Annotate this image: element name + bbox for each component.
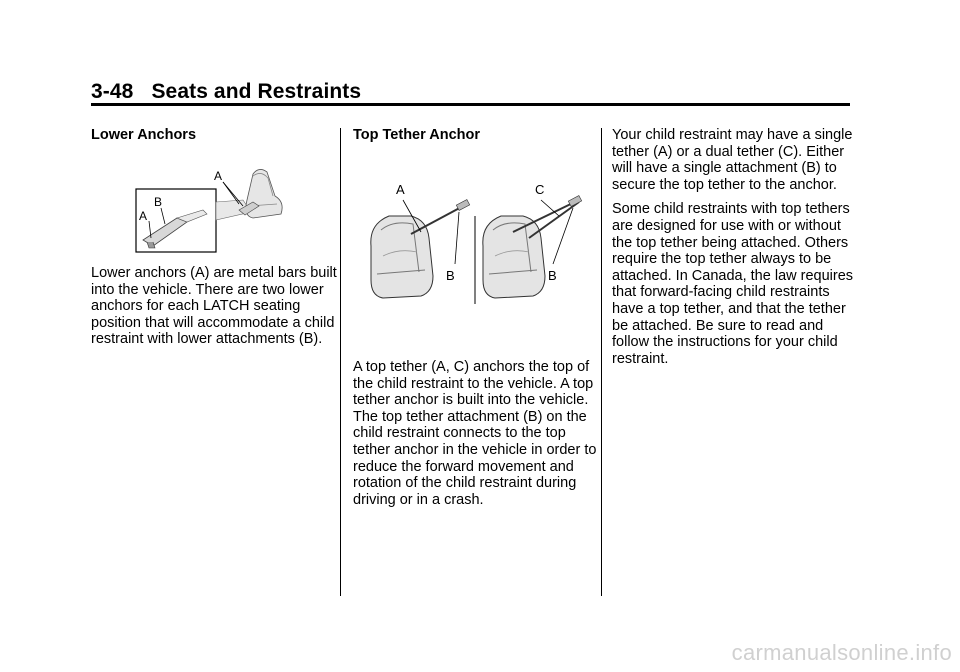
top-tether-illustration — [363, 176, 593, 306]
top-tether-body: A top tether (A, C) anchors the top of the child restraint to the vehicle. A top tether anchor is built into the vehicle. The top tether attachment (B) on the child restraint connects to the top tether anchor in the vehicle in order to reduce the forward movement and rotation of the child restraint during driving or in a crash. — [353, 359, 597, 508]
middle-column — [353, 127, 599, 508]
paragraph-tether-types: Your child restraint may have a single tether (A) or a dual tether (C). Either will have a single attachment (B) to secure the top tether to the anchor. — [612, 127, 853, 193]
figure-label-a: A — [396, 182, 405, 197]
figure-label-a-left: A — [139, 209, 148, 223]
header-rule — [91, 103, 850, 106]
right-column — [612, 127, 857, 375]
column-divider — [601, 128, 602, 596]
figure-label-b-right: B — [548, 268, 557, 283]
lower-anchors-body: Lower anchors (A) are metal bars built into the vehicle. There are two lower anchors for each LATCH seating position that will accommodate a child restraint with lower attachments (B). — [91, 265, 337, 348]
paragraph-tether-requirements: Some child restraints with top tethers are designed for use with or without the top tether being attached. Others require the top tether always to be attached. In Canada, the law requires that forward-facing child restraints have a top tether, and that the tether be attached. Be sure to read and follow the instructions for your child restraint. — [612, 201, 854, 367]
watermark: carmanualsonline.info — [731, 640, 952, 665]
figure-label-c: C — [535, 182, 545, 197]
section-heading-lower-anchors: Lower Anchors — [91, 127, 197, 143]
section-heading-top-tether: Top Tether Anchor — [353, 127, 481, 143]
figure-label-a-top: A — [214, 169, 223, 183]
page-header — [91, 80, 361, 104]
column-divider — [340, 128, 341, 596]
figure-label-b-left: B — [446, 268, 455, 283]
left-column — [91, 127, 337, 348]
page-number: 3-48 — [91, 80, 134, 103]
figure-label-b: B — [154, 195, 163, 209]
lower-anchors-illustration — [135, 162, 290, 255]
page-title: Seats and Restraints — [151, 80, 362, 103]
